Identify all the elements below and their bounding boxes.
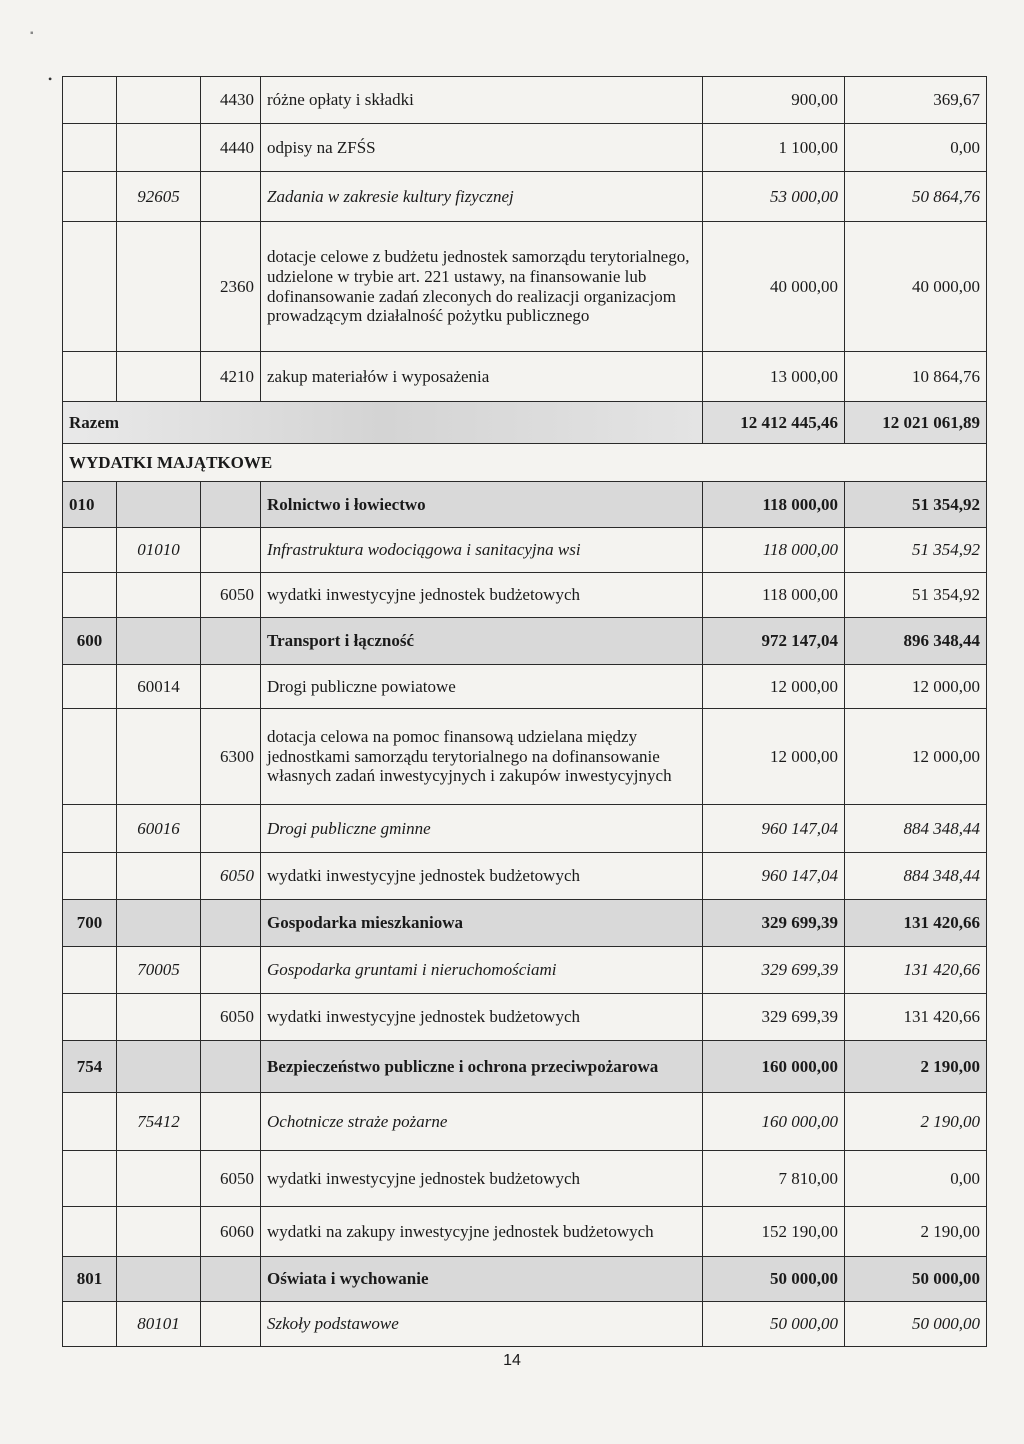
row-name: zakup materiałów i wyposażenia xyxy=(261,352,703,402)
scan-dot: • xyxy=(48,72,53,86)
total-row: Razem 12 412 445,46 12 021 061,89 xyxy=(63,402,987,444)
section-header: WYDATKI MAJĄTKOWE xyxy=(63,444,987,482)
row-name: Transport i łączność xyxy=(261,618,703,665)
row-name: Rolnictwo i łowiectwo xyxy=(261,482,703,528)
row-name: Gospodarka mieszkaniowa xyxy=(261,900,703,947)
row-name: Gospodarka gruntami i nieruchomościami xyxy=(261,947,703,994)
table-row: 6050 wydatki inwestycyjne jednostek budżetowych 960 147,04 884 348,44 xyxy=(63,853,987,900)
table-row: 60014 Drogi publiczne powiatowe 12 000,00 12 000,00 xyxy=(63,665,987,709)
row-name: wydatki na zakupy inwestycyjne jednostek budżetowych xyxy=(261,1207,703,1257)
table-row: 010 Rolnictwo i łowiectwo 118 000,00 51 354,92 xyxy=(63,482,987,528)
row-name: wydatki inwestycyjne jednostek budżetowych xyxy=(261,994,703,1041)
row-name: Bezpieczeństwo publiczne i ochrona przeciwpożarowa xyxy=(261,1041,703,1093)
row-name: wydatki inwestycyjne jednostek budżetowych xyxy=(261,573,703,618)
table-row: 6050 wydatki inwestycyjne jednostek budżetowych 118 000,00 51 354,92 xyxy=(63,573,987,618)
row-name: Zadania w zakresie kultury fizycznej xyxy=(261,172,703,222)
table-row: 80101 Szkoły podstawowe 50 000,00 50 000,00 xyxy=(63,1302,987,1347)
row-name: Infrastruktura wodociągowa i sanitacyjna wsi xyxy=(261,528,703,573)
table-row: 70005 Gospodarka gruntami i nieruchomościami 329 699,39 131 420,66 xyxy=(63,947,987,994)
row-name: Drogi publiczne gminne xyxy=(261,805,703,853)
table-row: 2360 dotacje celowe z budżetu jednostek samorządu terytorialnego, udzielone w trybie art. 221 ustawy, na finansowanie lub dofinansowanie zadań zleconych do realizacji organizacjom prowadzącym działalność pożytku publicznego 40 000,00 40 000,00 xyxy=(63,222,987,352)
table-row: 754 Bezpieczeństwo publiczne i ochrona przeciwpożarowa 160 000,00 2 190,00 xyxy=(63,1041,987,1093)
row-name: dotacje celowe z budżetu jednostek samorządu terytorialnego, udzielone w trybie art. 221 ustawy, na finansowanie lub dofinansowanie zadań zleconych do realizacji organizacjom prowadzącym działalność pożytku publicznego xyxy=(261,222,703,352)
table-row: 6050 wydatki inwestycyjne jednostek budżetowych 7 810,00 0,00 xyxy=(63,1151,987,1207)
row-name: dotacja celowa na pomoc finansową udzielana między jednostkami samorządu terytorialnego na dofinansowanie własnych zadań inwestycyjnych i zakupów inwestycyjnych xyxy=(261,709,703,805)
table-row: 4430 różne opłaty i składki 900,00 369,67 xyxy=(63,77,987,124)
row-name: wydatki inwestycyjne jednostek budżetowych xyxy=(261,853,703,900)
table-row: 60016 Drogi publiczne gminne 960 147,04 884 348,44 xyxy=(63,805,987,853)
page-number: 14 xyxy=(503,1352,521,1369)
table-row: 6300 dotacja celowa na pomoc finansową udzielana między jednostkami samorządu terytorialnego na dofinansowanie własnych zadań inwestycyjnych i zakupów inwestycyjnych 12 000,00 12 000,00 xyxy=(63,709,987,805)
table-row: 01010 Infrastruktura wodociągowa i sanitacyjna wsi 118 000,00 51 354,92 xyxy=(63,528,987,573)
scan-mark: ▪ xyxy=(30,28,34,39)
table-row: 4440 odpisy na ZFŚS 1 100,00 0,00 xyxy=(63,124,987,172)
table-row: 92605 Zadania w zakresie kultury fizycznej 53 000,00 50 864,76 xyxy=(63,172,987,222)
table-row: 801 Oświata i wychowanie 50 000,00 50 000,00 xyxy=(63,1257,987,1302)
expenditure-table xyxy=(62,76,987,1347)
row-name: różne opłaty i składki xyxy=(261,77,703,124)
table-row: 6050 wydatki inwestycyjne jednostek budżetowych 329 699,39 131 420,66 xyxy=(63,994,987,1041)
table-row: 700 Gospodarka mieszkaniowa 329 699,39 131 420,66 xyxy=(63,900,987,947)
table-row: 75412 Ochotnicze straże pożarne 160 000,00 2 190,00 xyxy=(63,1093,987,1151)
table-row: 6060 wydatki na zakupy inwestycyjne jednostek budżetowych 152 190,00 2 190,00 xyxy=(63,1207,987,1257)
row-name: Szkoły podstawowe xyxy=(261,1302,703,1347)
row-name: Ochotnicze straże pożarne xyxy=(261,1093,703,1151)
table-row: 4210 zakup materiałów i wyposażenia 13 000,00 10 864,76 xyxy=(63,352,987,402)
row-name: wydatki inwestycyjne jednostek budżetowych xyxy=(261,1151,703,1207)
row-name: Drogi publiczne powiatowe xyxy=(261,665,703,709)
row-name: Oświata i wychowanie xyxy=(261,1257,703,1302)
table-row: 600 Transport i łączność 972 147,04 896 348,44 xyxy=(63,618,987,665)
row-name: odpisy na ZFŚS xyxy=(261,124,703,172)
